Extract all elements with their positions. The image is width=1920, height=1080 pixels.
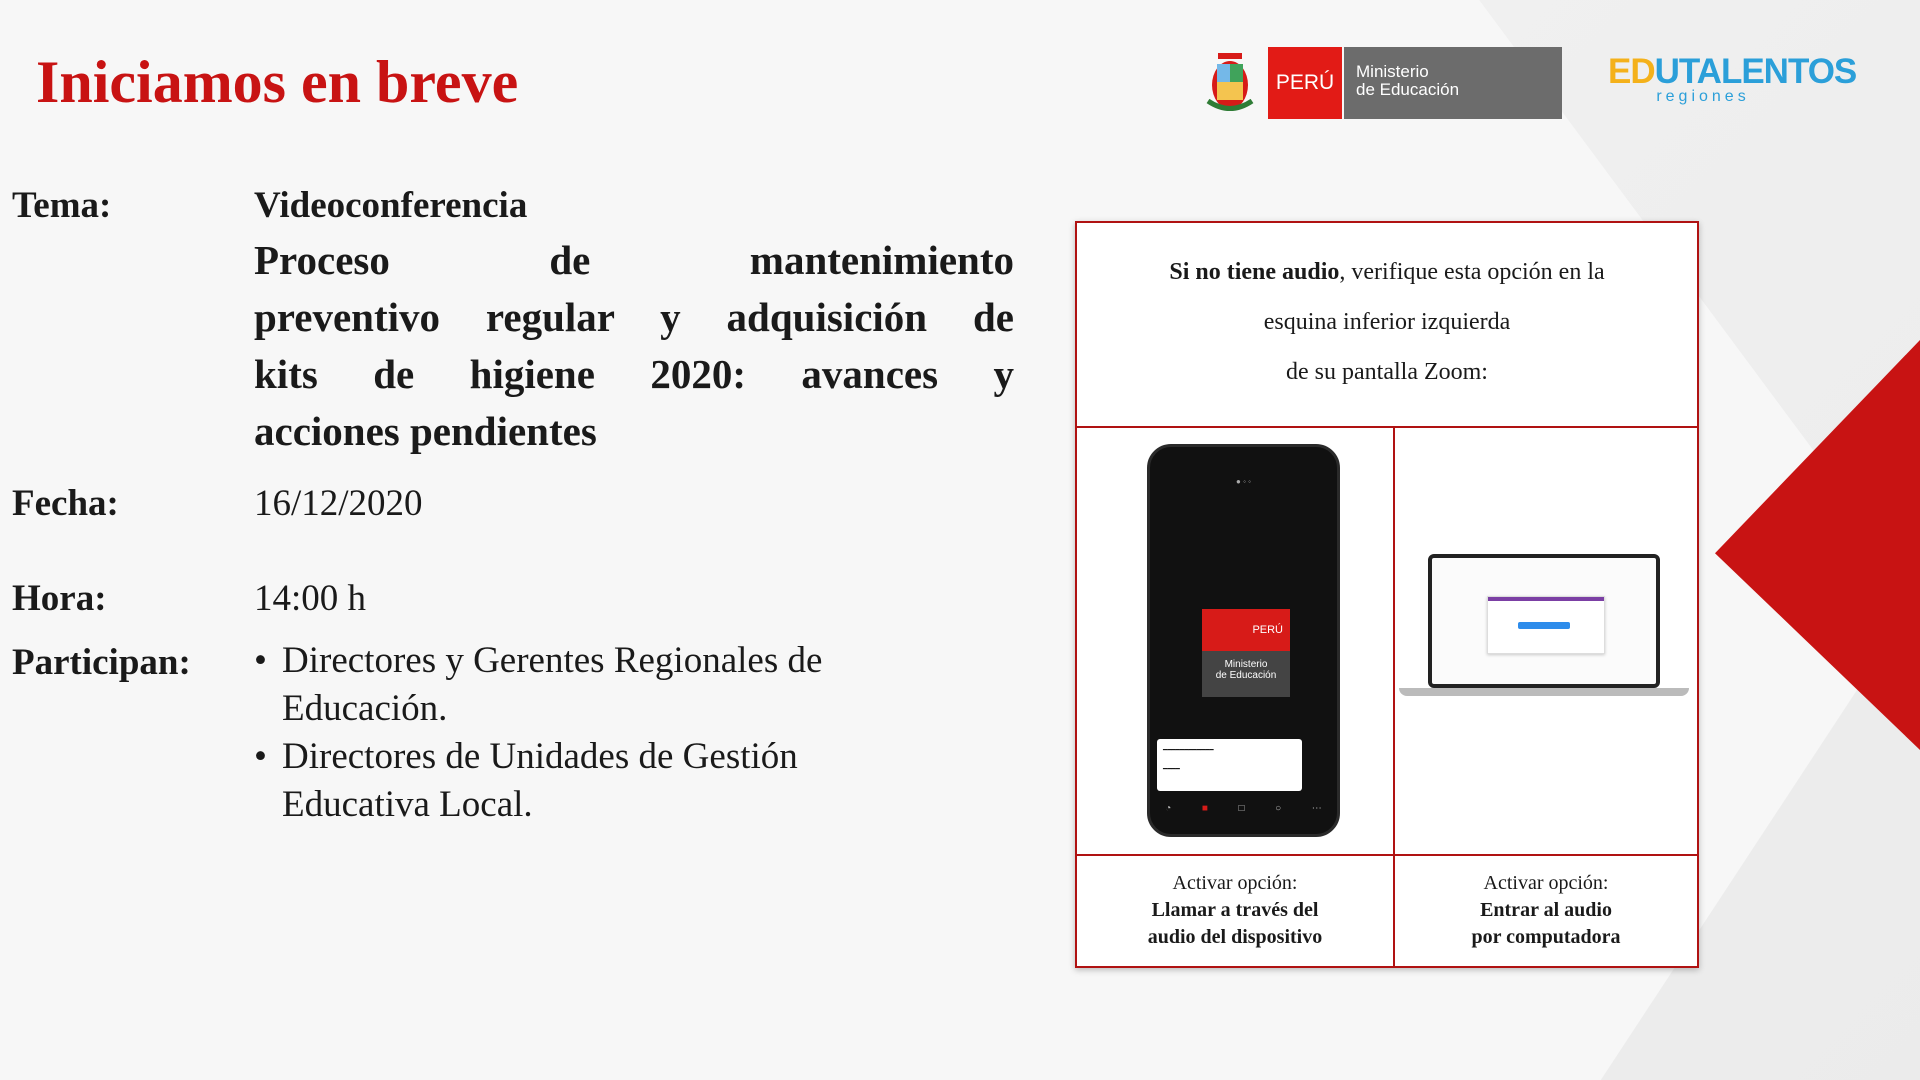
phone-menu-line-icon: ━━━━ [1163,766,1180,773]
caption-option-line-1: Llamar a través del [1151,899,1319,921]
laptop-base-icon [1399,688,1689,696]
fecha-label: Fecha: [12,483,119,524]
caption-option-line-1: Entrar al audio [1480,899,1612,921]
laptop-illustration-cell [1395,428,1697,856]
edutalentos-logo [1608,52,1857,106]
laptop-audio-dialog [1487,596,1605,654]
tema-label: Tema: [12,185,112,226]
participants-list [254,637,894,829]
ministry-label-line1: Ministerio [1356,62,1429,81]
participant-line: Educación. [282,688,448,729]
tema-title: Videoconferencia [254,185,528,226]
peru-box: PERÚ [1268,47,1342,119]
audio-help-instruction [1077,223,1697,428]
phone-menu-line-icon: ━━━━━━━━━━━━ [1163,747,1214,754]
caption-option-line-2: por computadora [1471,926,1621,948]
caption-option-line-2: audio del dispositivo [1147,926,1323,948]
bullet-icon: • [254,736,267,777]
participant-line: Directores y Gerentes Regionales de [282,640,823,681]
video-icon: ■ [1201,803,1208,814]
headset-icon: ◔ [1165,803,1172,814]
coat-of-arms-icon [1200,46,1260,120]
ministry-label-line2: de Educación [1356,80,1460,99]
phone-status-icon: ● ◦ ◦ [1236,477,1251,486]
edutalentos-sub: regiones [1656,88,1750,105]
instruction-line-1 [1077,247,1697,297]
laptop-illustration [1428,554,1660,688]
tema-description [254,232,1014,460]
phone-ministry-logo [1202,609,1290,697]
more-icon: ⋯ [1311,803,1322,814]
tema-line-3: kits de higiene 2020: avances y [254,351,1014,397]
tema-line-1: Proceso de mantenimiento [254,237,1014,283]
phone-audio-menu [1157,739,1302,791]
fecha-value: 16/12/2020 [254,483,423,524]
caption-label: Activar opción: [1483,872,1609,894]
phone-ministry-line2: de Educación [1215,670,1277,681]
phone-illustration [1147,444,1340,837]
participan-label: Participan: [12,642,191,683]
instruction-text-1: , verifique esta opción en la [1339,259,1605,285]
participant-line: Directores de Unidades de Gestión [282,736,798,777]
hora-label: Hora: [12,578,107,619]
laptop-caption [1395,856,1697,968]
phone-illustration-cell [1077,428,1395,856]
share-icon: □ [1238,803,1245,814]
bullet-icon: • [254,640,267,681]
tema-line-4: acciones pendientes [254,408,597,454]
instruction-line-3: de su pantalla Zoom: [1286,359,1488,385]
hora-value: 14:00 h [254,578,367,619]
phone-peru-label: PERÚ [1202,609,1290,651]
instruction-bold: Si no tiene audio [1169,259,1340,285]
slide-title: Iniciamos en breve [36,49,519,115]
participants-icon: ○ [1275,803,1282,814]
edutalentos-main: EDUTALENTOS [1608,52,1857,91]
caption-label: Activar opción: [1172,872,1298,894]
audio-help-panel [1075,221,1699,968]
phone-caption [1077,856,1395,968]
phone-toolbar [1150,803,1337,814]
tema-line-2: preventivo regular y adquisición de [254,294,1014,340]
participant-item [254,733,894,829]
participant-item [254,637,894,733]
instruction-line-2: esquina inferior izquierda [1263,309,1511,335]
ministry-box [1344,47,1562,119]
phone-ministry-line1: Ministerio [1224,659,1268,670]
participant-line: Educativa Local. [282,784,533,825]
ministry-logo [1200,46,1562,120]
